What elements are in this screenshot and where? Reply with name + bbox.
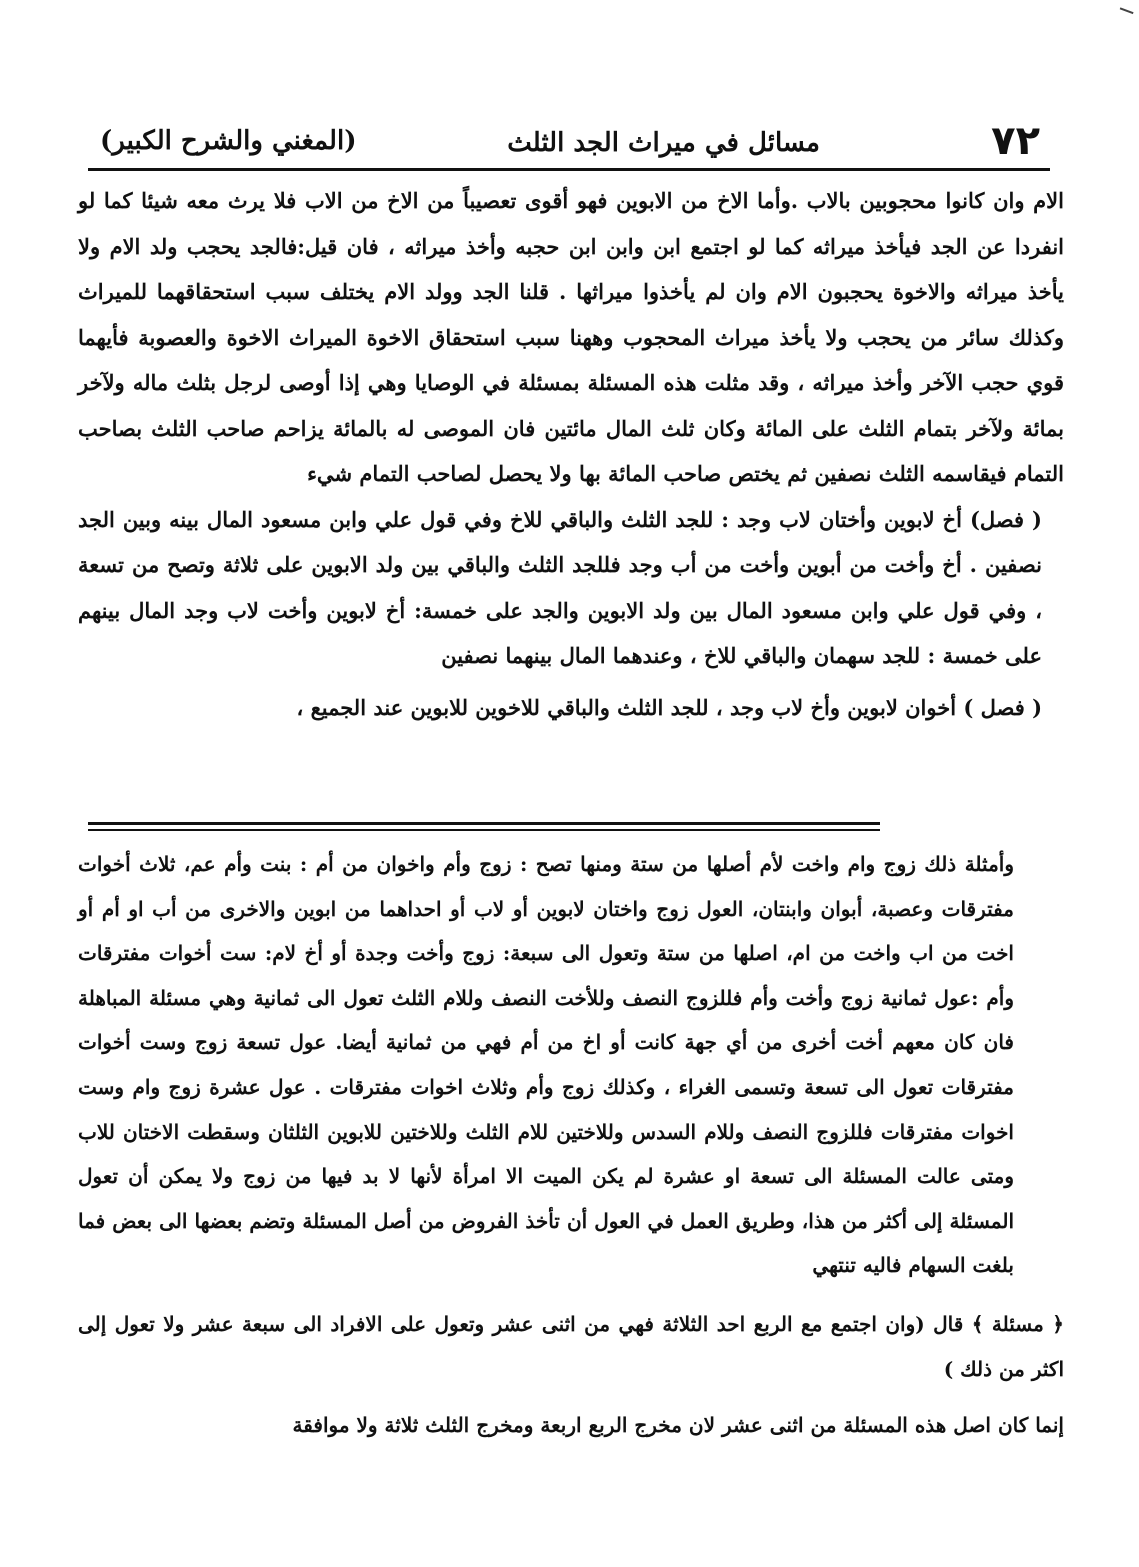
main-paragraph-fasl: ( فصل ) أخوان لابوين وأخ لاب وجد ، للجد الثلث والباقي للاخوين للابوين عند الجميع ، — [296, 694, 1042, 720]
footnote-paragraph: وأمثلة ذلك زوج وام واخت لأم أصلها من ستة ومنها تصح : زوج وأم واخوان من أم : بنت وأم عم، ثلاث أخوات مفترقات وعصبة، أبوان وابنتان، العول زوج واختان لابوين أو لاب أو احداهما من ابوين والاخرى من أب او أم أو اخت من اب واخت من ام، اصلها من ستة وتعول الى سبعة: زوج وأخت وجدة أو أخ لام: ست أخوات مفترقات وأم :عول ثمانية زوج وأخت وأم فللزوج النصف وللأخت النصف وللام الثلث تعول الى ثمانية وهي مسئلة المباهلة فان كان معهم أخت أخرى من أي جهة كانت أو اخ من أم فهي من ثمانية أيضا. عول تسعة زوج وست أخوات مفترقات تعول الى تسعة وتسمى الغراء ، وكذلك زوج وأم وثلاث اخوات مفترقات . عول عشرة زوج وام وست اخوات مفترقات فللزوج النصف وللام السدس وللاختين للام الثلث وللاختين للابوين الثلثان وسقطت الاختان للاب ومتى عالت المسئلة الى تسعة او عشرة لم يكن الميت الا امرأة لأنها لا بد فيها من زوج ولا يمكن أن تعول المسئلة إلى أكثر من هذا، وطريق العمل في العول أن تأخذ الفروض من أصل المسئلة وتضم بعضها الى بعض فما بلغت السهام فاليه تنتهي — [78, 852, 1014, 1278]
main-text — [78, 178, 1064, 730]
footnote-paragraph: إنما كان اصل هذه المسئلة من اثنى عشر لان مخرج الربع اربعة ومخرج الثلث ثلاثة ولا موافقة — [292, 1413, 1064, 1438]
main-paragraph-fasl: ( فصل) أخ لابوين وأختان لاب وجد : للجد الثلث والباقي للاخ وفي قول علي وابن مسعود المال بينه وبين الجد نصفين . أخ وأخت من أبوين وأخت من أب وجد فللجد الثلث والباقي بين ولد الابوين على ثلاثة وتصح من تسعة ، وفي قول علي وابن مسعود المال بين ولد الابوين والجد على خمسة: أخ لابوين وأخت لاب وجد المال بينهم على خمسة : للجد سهمان والباقي للاخ ، وعندهما المال بينهما نصفين — [78, 506, 1042, 668]
page-number: ٧٢ — [991, 118, 1040, 164]
footnote-separator-rule-double — [88, 829, 880, 831]
main-paragraph: الام وان كانوا محجوبين بالاب .وأما الاخ من الابوين فهو أقوى تعصيباً من الاخ من الاب فلا يرث معه شيئا كما لو انفردا عن الجد فيأخذ ميراثه كما لو اجتمع ابن وابن ابن حجبه وأخذ ميراثه ، فان قيل:فالجد يحجب ولد الام ولا يأخذ ميراثه والاخوة يحجبون الام وان لم يأخذوا ميراثها . قلنا الجد وولد الام يختلف سبب استحقاقهما للميراث وكذلك سائر من يحجب ولا يأخذ ميراث المحجوب وههنا سبب استحقاق الاخوة الميراث الاخوة والعصوبة فأيهما قوي حجب الآخر وأخذ ميراثه ، وقد مثلت هذه المسئلة بمسئلة في الوصايا وهي إذا أوصى لرجل بثلث ماله ولآخر بمائة ولآخر بتمام الثلث على المائة وكان ثلث المال مائتين فان الموصى له بالمائة يزاحم صاحب الثلث بصاحب التمام فيقاسمه الثلث نصفين ثم يختص صاحب المائة بها ولا يحصل لصاحب التمام شيء — [78, 188, 1064, 486]
header-rule — [88, 168, 1050, 171]
footnote-masala-paragraph: ﴿ مسئلة ﴾ قال (وان اجتمع مع الربع احد الثلاثة فهي من اثنى عشر وتعول على الافراد الى سبعة عشر ولا تعول إلى اكثر من ذلك ) — [78, 1311, 1064, 1381]
footnote-separator-rule — [88, 822, 880, 825]
page-header — [90, 118, 1050, 170]
book-title: (المغني والشرح الكبير) — [100, 126, 357, 156]
footnote-text — [78, 842, 1064, 1448]
scan-corner-mark — [1120, 0, 1137, 14]
section-title: مسائل في ميراث الجد الثلث — [507, 128, 820, 158]
